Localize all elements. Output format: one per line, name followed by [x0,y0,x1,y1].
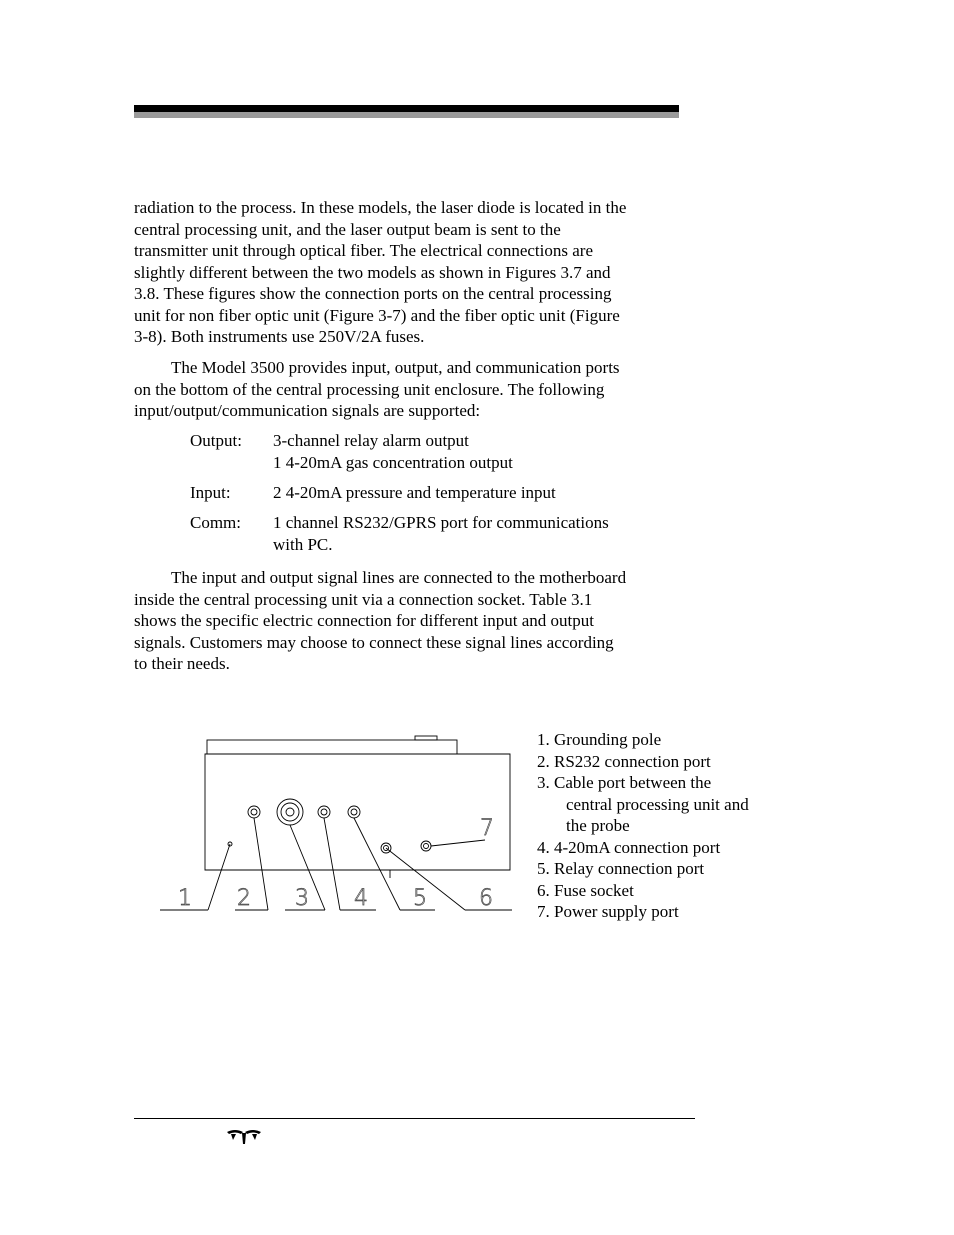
signal-row-output [190,430,609,474]
p2-line: on the bottom of the central processing unit enclosure. The following [134,379,605,399]
paragraph-fiber-optic [134,197,682,348]
enclosure-latch [415,736,437,740]
header-rule-black [134,105,679,112]
callout-number: 2 [237,886,251,911]
enclosure-lid [207,740,457,754]
signal-label: Output: [190,431,242,450]
power-port-icon [421,841,431,851]
legend-item: 7. Power supply port [537,902,679,921]
legend-item: 6. Fuse socket [537,880,634,900]
p3-line: shows the specific electric connection for different input and output [134,611,594,630]
relay-port-icon [348,806,360,818]
callout-number: 4 [354,886,368,911]
p3-line: to their needs. [134,654,230,673]
callout-number: 6 [479,886,493,911]
p1-line: 3-8). Both instruments use 250V/2A fuses. [134,327,425,346]
p1-line: radiation to the process. In these models, the laser diode is located in the [134,198,627,217]
legend-item-continued: the probe [566,816,630,835]
legend-item: 4. 4-20mA connection port [537,837,721,857]
signal-row-input [190,482,609,504]
callout-number: 5 [413,886,427,911]
p1-line: 3.8. These figures show the connection ports on the central processing [134,284,612,303]
p1-line: transmitter unit through optical fiber. The electrical connections are [134,241,593,260]
signal-label: Comm: [190,513,242,532]
rs232-port-icon [248,806,260,818]
callout-number: 3 [295,886,309,911]
p2-line: input/output/communication signals are supported: [134,401,481,420]
p1-line: unit for non fiber optic unit (Figure 3-7) and the fiber optic unit (Figure [134,305,620,325]
signal-list [190,430,609,564]
legend-item: 3. Cable port between the [537,773,712,792]
signal-value: 1 channel RS232/GPRS port for communications [273,513,609,532]
footer-rule [134,1118,695,1119]
port-legend [537,729,749,923]
paragraph-ports [134,357,682,422]
paragraph-signal-lines [134,567,682,675]
legend-item: 1. Grounding pole [537,730,662,749]
legend-item-continued: central processing unit and [566,794,749,814]
legend-item: 5. Relay connection port [537,859,705,878]
p2-line: The Model 3500 provides input, output, and communication ports [171,358,620,377]
header-rule-gray [134,112,679,118]
signal-value: 2 4-20mA pressure and temperature input [273,483,556,502]
callout-number: 7 [480,816,494,841]
signal-value: with PC. [273,535,333,554]
p3-line: inside the central processing unit via a connection socket. Table 3.1 [134,589,593,609]
analog-port-icon [318,806,330,818]
legend-item: 2. RS232 connection port [537,751,711,771]
connection-port-diagram [150,728,520,918]
p3-line: The input and output signal lines are connected to the motherboard [171,568,627,587]
signal-value: 3-channel relay alarm output [273,431,469,450]
teledyne-logo-icon [226,1128,262,1146]
p1-line: central processing unit, and the laser output beam is sent to the [134,219,561,239]
signal-row-comm [190,512,609,556]
callout-number: 1 [178,886,192,911]
signal-label: Input: [190,483,231,502]
signal-value: 1 4-20mA gas concentration output [273,453,513,472]
p1-line: slightly different between the two models as shown in Figures 3.7 and [134,262,611,282]
p3-line: signals. Customers may choose to connect these signal lines according [134,632,614,652]
